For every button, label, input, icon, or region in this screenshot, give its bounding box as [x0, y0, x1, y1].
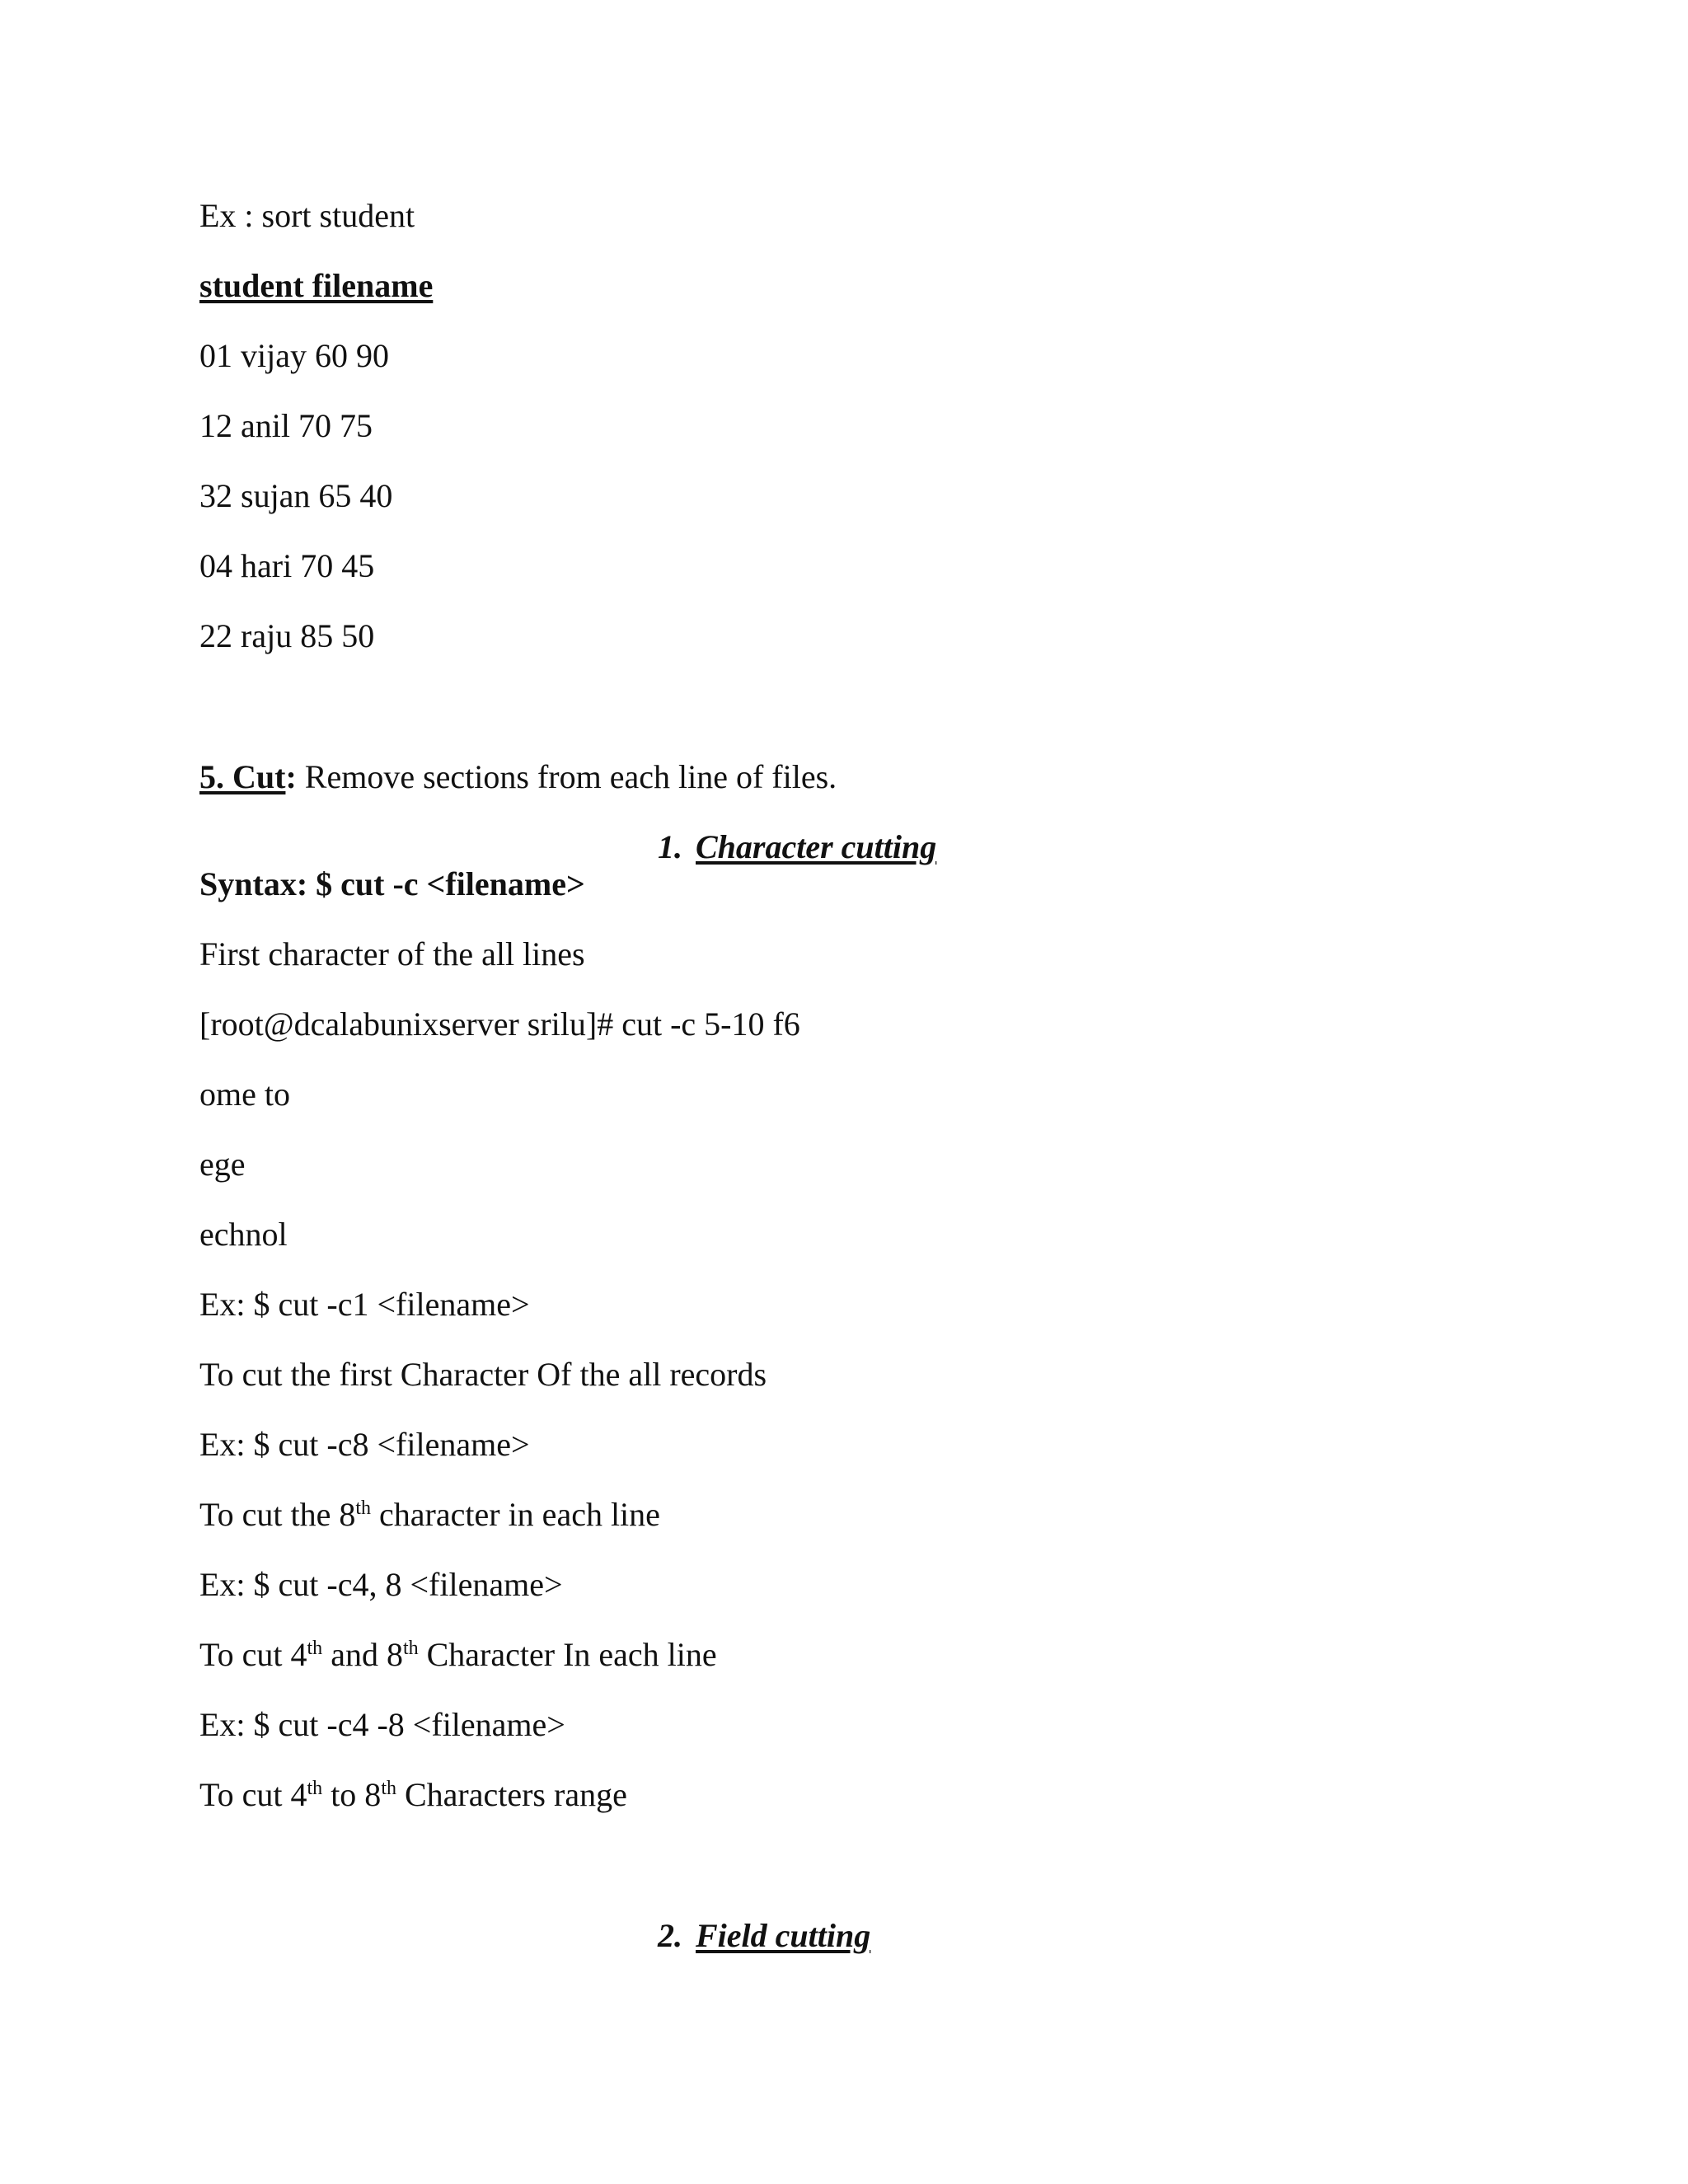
desc-text: and 8 — [322, 1636, 403, 1673]
character-cutting-heading — [658, 827, 936, 867]
field-cutting-heading — [658, 1916, 870, 1956]
desc-text: Characters range — [396, 1776, 627, 1813]
student-file-heading: student filename — [199, 267, 434, 304]
example-cut-c4-8-desc — [199, 1635, 717, 1675]
example-sort-line: Ex : sort student — [199, 197, 415, 234]
ordinal-superscript: th — [402, 1638, 419, 1659]
character-cutting-number: 1. — [658, 828, 682, 865]
desc-text: to 8 — [322, 1776, 382, 1813]
character-cutting-title: Character cutting — [696, 828, 937, 865]
cut-description: Remove sections from each line of files. — [296, 758, 837, 795]
terminal-command: [root@dcalabunixserver srilu]# cut -c 5-10 f6 — [199, 1005, 800, 1043]
example-cut-c1: Ex: $ cut -c1 <filename> — [199, 1286, 530, 1323]
example-cut-c4-range: Ex: $ cut -c4 -8 <filename> — [199, 1706, 565, 1743]
desc-text: character in each line — [371, 1496, 660, 1533]
example-cut-c4-range-desc — [199, 1775, 627, 1815]
record-line: 12 anil 70 75 — [199, 407, 373, 444]
desc-text: To cut 4 — [199, 1776, 307, 1813]
desc-text: To cut the 8 — [199, 1496, 356, 1533]
ordinal-superscript: th — [381, 1778, 396, 1799]
example-cut-c1-desc: To cut the first Character Of the all records — [199, 1356, 767, 1393]
example-cut-c8-desc — [199, 1495, 660, 1535]
record-line: 32 sujan 65 40 — [199, 477, 393, 514]
example-cut-c8: Ex: $ cut -c8 <filename> — [199, 1426, 530, 1463]
cut-syntax: Syntax: $ cut -c <filename> — [199, 865, 585, 902]
command-output-line: echnol — [199, 1216, 288, 1253]
cut-section-heading — [199, 757, 837, 797]
first-char-desc: First character of the all lines — [199, 935, 585, 972]
desc-text: To cut 4 — [199, 1636, 307, 1673]
desc-text: Character In each line — [418, 1636, 717, 1673]
cut-heading-colon: : — [285, 758, 297, 795]
command-output-line: ome to — [199, 1076, 290, 1113]
example-cut-c4-8: Ex: $ cut -c4, 8 <filename> — [199, 1566, 563, 1603]
field-cutting-title: Field cutting — [696, 1917, 871, 1954]
cut-heading-label: 5. Cut — [199, 758, 286, 795]
command-output-line: ege — [199, 1146, 246, 1183]
record-line: 22 raju 85 50 — [199, 617, 375, 654]
ordinal-superscript: th — [307, 1778, 323, 1799]
field-cutting-number: 2. — [658, 1917, 682, 1954]
record-line: 01 vijay 60 90 — [199, 337, 389, 374]
ordinal-superscript: th — [307, 1638, 323, 1659]
record-line: 04 hari 70 45 — [199, 547, 375, 584]
ordinal-superscript: th — [355, 1497, 372, 1519]
